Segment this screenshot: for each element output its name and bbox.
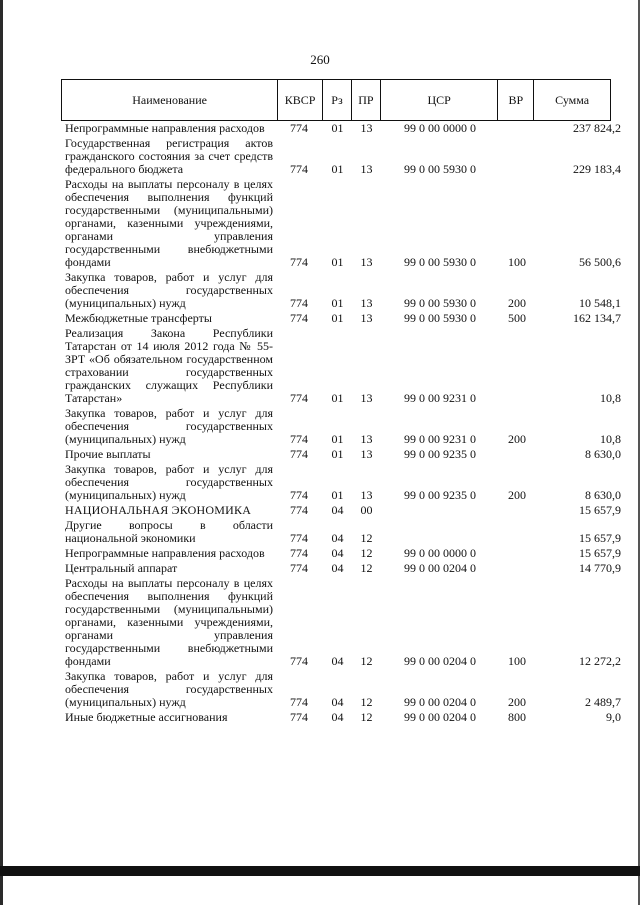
row-name: Другие вопросы в области национальной экономики xyxy=(65,518,273,545)
row-kvsr: 774 xyxy=(290,432,308,446)
row-rz: 01 xyxy=(331,391,344,405)
row-sum: 10,8 xyxy=(600,391,621,405)
row-name: Закупка товаров, работ и услуг для обеспечения государственных (муниципальных) нужд xyxy=(65,462,273,502)
row-csr: 99 0 00 0000 0 xyxy=(404,546,476,560)
table-body xyxy=(61,122,621,726)
row-sum: 229 183,4 xyxy=(573,162,621,176)
row-pr: 12 xyxy=(360,531,373,545)
table-row xyxy=(61,407,621,446)
row-csr: 99 0 00 0204 0 xyxy=(404,710,476,724)
row-csr: 99 0 00 5930 0 xyxy=(404,255,476,269)
row-sum: 15 657,9 xyxy=(579,503,621,517)
header-vr: ВР xyxy=(498,80,534,120)
row-name: Государственная регистрация актов гражданского состояния за счет средств федерального бюджета xyxy=(65,136,273,176)
row-pr: 13 xyxy=(360,391,373,405)
row-kvsr: 774 xyxy=(290,255,308,269)
row-sum: 12 272,2 xyxy=(579,654,621,668)
row-name: Центральный аппарат xyxy=(65,561,178,575)
row-rz: 01 xyxy=(331,311,344,325)
row-pr: 12 xyxy=(360,710,373,724)
row-name: Закупка товаров, работ и услуг для обеспечения государственных (муниципальных) нужд xyxy=(65,406,273,446)
table-row xyxy=(61,463,621,502)
row-sum: 10,8 xyxy=(600,432,621,446)
row-rz: 01 xyxy=(331,447,344,461)
row-vr: 200 xyxy=(508,488,526,502)
row-kvsr: 774 xyxy=(290,296,308,310)
row-sum: 2 489,7 xyxy=(585,695,621,709)
row-sum: 8 630,0 xyxy=(585,447,621,461)
row-rz: 04 xyxy=(331,561,344,575)
row-sum: 14 770,9 xyxy=(579,561,621,575)
row-kvsr: 774 xyxy=(290,654,308,668)
row-rz: 01 xyxy=(331,255,344,269)
row-csr: 99 0 00 9231 0 xyxy=(404,391,476,405)
row-pr: 13 xyxy=(360,296,373,310)
table-row xyxy=(61,577,621,668)
row-rz: 01 xyxy=(331,162,344,176)
row-vr: 800 xyxy=(508,710,526,724)
header-pr: ПР xyxy=(352,80,381,120)
row-csr: 99 0 00 5930 0 xyxy=(404,296,476,310)
row-sum: 9,0 xyxy=(606,710,621,724)
row-kvsr: 774 xyxy=(290,531,308,545)
row-csr: 99 0 00 0204 0 xyxy=(404,695,476,709)
row-name: Закупка товаров, работ и услуг для обеспечения государственных (муниципальных) нужд xyxy=(65,270,273,310)
row-name: Иные бюджетные ассигнования xyxy=(65,710,228,724)
row-pr: 13 xyxy=(360,432,373,446)
row-rz: 04 xyxy=(331,654,344,668)
row-name: Закупка товаров, работ и услуг для обеспечения государственных (муниципальных) нужд xyxy=(65,669,273,709)
row-kvsr: 774 xyxy=(290,561,308,575)
row-kvsr: 774 xyxy=(290,503,308,517)
row-name: Расходы на выплаты персоналу в целях обеспечения выполнения функций государственными (муниципальными) органами, казенными учреждениями, органами управления государственными внебюджетными фондами xyxy=(65,177,273,269)
row-sum: 15 657,9 xyxy=(579,531,621,545)
table-row xyxy=(61,271,621,310)
page-number: 260 xyxy=(310,52,330,67)
header-rz: Рз xyxy=(323,80,352,120)
row-name: Расходы на выплаты персоналу в целях обеспечения выполнения функций государственными (муниципальными) органами, казенными учреждениями, органами управления государственными внебюджетными фондами xyxy=(65,576,273,668)
row-vr: 100 xyxy=(508,255,526,269)
row-rz: 04 xyxy=(331,546,344,560)
header-csr: ЦСР xyxy=(381,80,499,120)
row-pr: 00 xyxy=(360,503,373,517)
row-sum: 15 657,9 xyxy=(579,546,621,560)
table-row xyxy=(61,178,621,269)
table-row xyxy=(61,670,621,709)
table-header xyxy=(61,79,611,121)
row-csr: 99 0 00 0000 0 xyxy=(404,121,476,135)
row-rz: 01 xyxy=(331,121,344,135)
row-name: Непрограммные направления расходов xyxy=(65,121,265,135)
row-kvsr: 774 xyxy=(290,121,308,135)
header-kvsr: КВСР xyxy=(278,80,323,120)
table-row xyxy=(61,519,621,545)
row-sum: 162 134,7 xyxy=(573,311,621,325)
row-rz: 04 xyxy=(331,710,344,724)
table-row xyxy=(61,122,621,135)
row-vr: 100 xyxy=(508,654,526,668)
row-vr: 200 xyxy=(508,695,526,709)
row-rz: 01 xyxy=(331,296,344,310)
row-csr: 99 0 00 9235 0 xyxy=(404,447,476,461)
row-pr: 13 xyxy=(360,311,373,325)
row-pr: 13 xyxy=(360,447,373,461)
row-pr: 12 xyxy=(360,654,373,668)
row-pr: 12 xyxy=(360,546,373,560)
row-csr: 99 0 00 0204 0 xyxy=(404,561,476,575)
row-name: Межбюджетные трансферты xyxy=(65,311,212,325)
table-row xyxy=(61,711,621,724)
table-row xyxy=(61,327,621,405)
row-csr: 99 0 00 5930 0 xyxy=(404,162,476,176)
table-row xyxy=(61,448,621,461)
row-rz: 04 xyxy=(331,503,344,517)
row-sum: 10 548,1 xyxy=(579,296,621,310)
row-rz: 04 xyxy=(331,531,344,545)
row-csr: 99 0 00 5930 0 xyxy=(404,311,476,325)
row-vr: 500 xyxy=(508,311,526,325)
row-kvsr: 774 xyxy=(290,162,308,176)
row-kvsr: 774 xyxy=(290,447,308,461)
row-name: Непрограммные направления расходов xyxy=(65,546,265,560)
row-pr: 13 xyxy=(360,488,373,502)
row-csr: 99 0 00 9231 0 xyxy=(404,432,476,446)
scan-bottom-bar xyxy=(0,866,640,876)
table-row xyxy=(61,547,621,560)
row-pr: 12 xyxy=(360,561,373,575)
row-sum: 8 630,0 xyxy=(585,488,621,502)
row-name: Прочие выплаты xyxy=(65,447,151,461)
header-name: Наименование xyxy=(62,80,278,120)
row-kvsr: 774 xyxy=(290,710,308,724)
row-pr: 13 xyxy=(360,162,373,176)
row-csr: 99 0 00 9235 0 xyxy=(404,488,476,502)
row-vr: 200 xyxy=(508,432,526,446)
row-csr: 99 0 00 0204 0 xyxy=(404,654,476,668)
table-row xyxy=(61,562,621,575)
row-rz: 04 xyxy=(331,695,344,709)
header-sum: Сумма xyxy=(555,93,590,107)
row-sum: 237 824,2 xyxy=(573,121,621,135)
table-row xyxy=(61,312,621,325)
row-vr: 200 xyxy=(508,296,526,310)
row-name: НАЦИОНАЛЬНАЯ ЭКОНОМИКА xyxy=(65,503,252,517)
table-row xyxy=(61,137,621,176)
row-pr: 13 xyxy=(360,121,373,135)
row-pr: 12 xyxy=(360,695,373,709)
row-kvsr: 774 xyxy=(290,391,308,405)
row-rz: 01 xyxy=(331,488,344,502)
table-row xyxy=(61,504,621,517)
row-kvsr: 774 xyxy=(290,311,308,325)
row-sum: 56 500,6 xyxy=(579,255,621,269)
row-rz: 01 xyxy=(331,432,344,446)
row-name: Реализация Закона Республики Татарстан от 14 июля 2012 года № 55-ЗРТ «Об обязательном государственном страховании государственных гражданских служащих Республики Татарстан» xyxy=(65,326,273,405)
row-pr: 13 xyxy=(360,255,373,269)
scan-left-edge xyxy=(0,0,3,905)
row-kvsr: 774 xyxy=(290,488,308,502)
row-kvsr: 774 xyxy=(290,546,308,560)
row-kvsr: 774 xyxy=(290,695,308,709)
